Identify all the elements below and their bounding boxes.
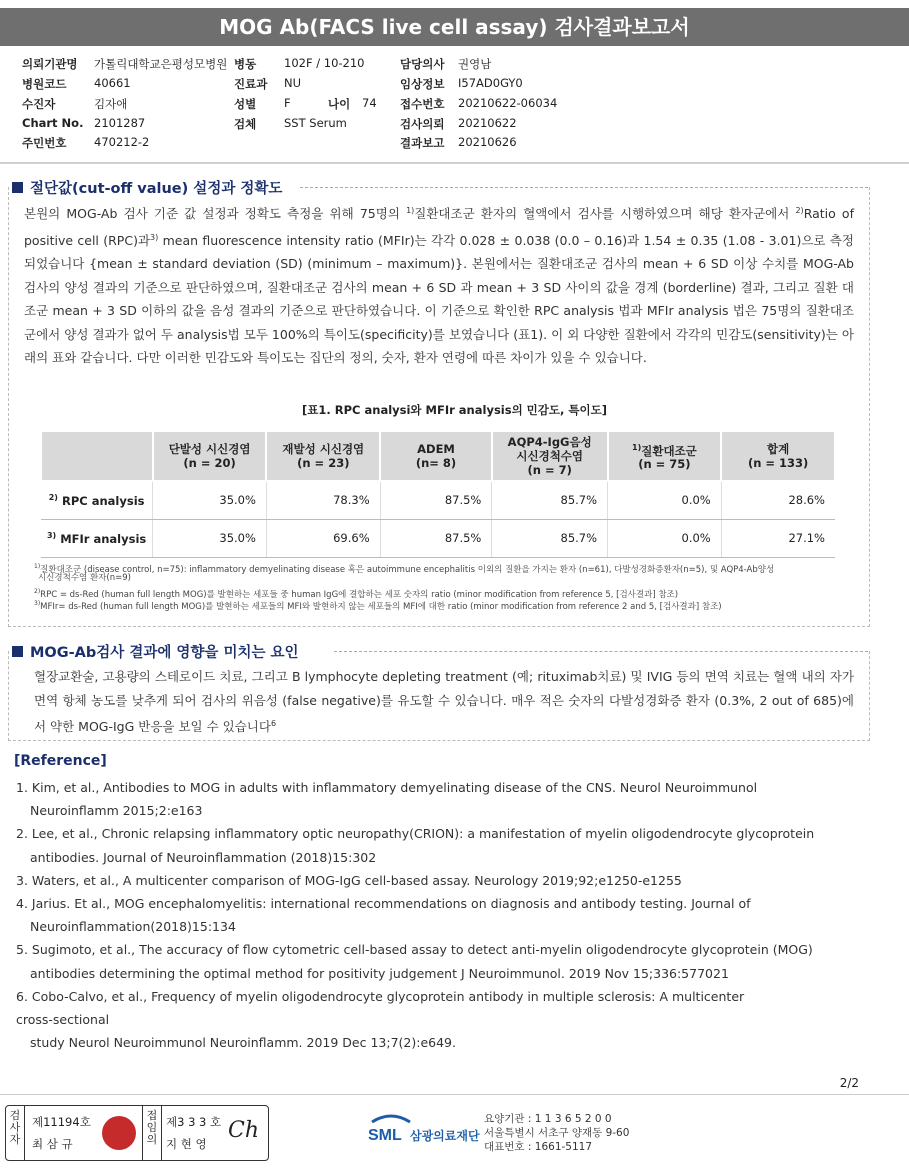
section1-title: 절단값(cut-off value) 설정과 정확도 [30,181,283,197]
table-cell: 69.6% [266,519,380,557]
table-row [41,481,835,519]
ward-value: 102F / 10-210 [284,56,365,70]
col-header: 단발성 시신경염 (n = 20) [153,431,267,481]
sensitivity-table [40,430,836,558]
specimen-label: 검체 [234,117,257,131]
chart-label: Chart No. [22,116,84,130]
page-number: 2/2 [839,1076,859,1090]
reported-value: 20210626 [458,135,517,149]
col-header: 재발성 시신경염 (n = 23) [266,431,380,481]
table-cell: 78.3% [266,481,380,519]
row-label: $^{2)}$ RPC analysis [41,481,153,519]
reference-item: 6. Cobo-Calvo, et al., Frequency of myelin oligodendrocyte glycoprotein antibody in multiple sclerosis: A multicenter cross-sectional study Neurol Neuroimmunol Neuroinflamm. 2019 Dec 13;7(2):e649. [16,988,745,1051]
reference-item: 2. Lee, et al., Chronic relapsing inflammatory optic neuropathy(CRION): a manifestation of myelin oligodendrocyte glycoprotein antibodies. Journal of Neuroinflammation (2018)15:302 [16,826,815,865]
sex-value: F [284,96,291,110]
requested-label: 검사의뢰 [400,117,445,131]
tester-label: 검사자 [9,1109,21,1146]
section1-paragraph: 본원의 MOG-Ab 검사 기준 값 설정과 정확도 측정을 위해 75명의 $^{1)}$질환대조군 환자의 혈액에서 검사를 시행하였으며 해당 환자군에서 $^{2)}$Ratio of positive cell (RPC)과$^{3)}$ mean fluorescence intensity ratio (MFIr)는 각각 0.028 ± 0.038 (0.0 – 0.16)과 1.54 ± 0.35 (1.08 - 3.01)으로 측정되었습니다 {mean ± standard deviation (SD) (minimum – maximum)}. 본원에서는 질환대조군 검사의 mean + 6 SD 이상 수치를 MOG-Ab 검사의 양성 결과의 기준으로 판단하였으며, 질환대조군 검사의 mean + 6 SD 과 mean + 3 SD 사이의 값을 경계 (borderline) 결과, 그리고 질환 대조군 mean + 3 SD 이하의 값을 음성 결과의 기준으로 판단하였습니다. 이 기준으로 확인한 RPC analysis 법과 MFIr analysis 법은 75명의 질환대조군에서 양성 결과가 없어 두 analysis법 모두 100%의 특이도(specificity)를 보였습니다 (표1). 이 외 다양한 질환에서 각각의 민감도(sensitivity)는 아래의 표와 같습니다. 다만 이러한 민감도와 특이도는 집단의 정의, 숫자, 환자 연령에 따른 차이가 있을 수 있습니다. [24,206,854,366]
table-cell: 35.0% [153,519,267,557]
table-row [41,519,835,557]
name-label: 수진자 [22,97,56,111]
table-corner [41,431,153,481]
row-label: $^{3)}$ MFIr analysis [41,519,153,557]
sex-label: 성별 [234,97,257,111]
table-cell: 85.7% [492,519,608,557]
table-cell: 85.7% [492,481,608,519]
section2-paragraph: 혈장교환술, 고용량의 스테로이드 치료, 그리고 B lymphocyte depleting treatment (예; rituximab치료) 및 IVIG 등의 면역 치료는 혈액 내의 자가면역 항체 농도를 낮추게 되어 검사의 위음성 (false negative)를 유도할 수 있습니다. 매우 적은 숫자의 다발성경화증 환자 (0.3%, 2 out of 685)에서 약한 MOG-IgG 반응을 보일 수 있습니다$^6$ [34,669,854,735]
reported-label: 결과보고 [400,136,445,150]
reference-item: 3. Waters, et al., A multicenter comparison of MOG-IgG cell-based assay. Neurology 2019;92;e1250-e1255 [16,872,682,888]
resident-label: 주민번호 [22,136,67,150]
reference-item: 5. Sugimoto, et al., The accuracy of flow cytometric cell-based assay to detect anti-myelin oligodendrocyte glycoprotein (MOG) antibodies determining the optimal method for positivity judgement J Neuroimmunol. 2019 Nov 15;336:577021 [16,942,813,981]
footnote: $^{1)}$질환대조군 (disease control, n=75): inflammatory demyelinating disease 혹은 autoimmune encephalitis 이외의 질환을 가지는 환자 (n=61), 다발성경화증환자(n=5), 및 AQP4-Ab양성 [34,563,775,575]
col-header: AQP4-IgG음성 시신경척수염 (n = 7) [492,431,608,481]
doctor-label: 담당의사 [400,57,445,71]
ward-label: 병동 [234,57,257,71]
hospital-value: 가톨릭대학교은평성모병원 [94,57,228,71]
clinical-value: I57AD0GY0 [458,76,523,90]
table-cell: 28.6% [721,481,835,519]
age-label: 나이 [328,97,351,111]
table-cell: 0.0% [608,519,722,557]
seal-stamp-icon [102,1116,136,1150]
col-header: $^{1)}$질환대조군 (n = 75) [608,431,722,481]
dept-label: 진료과 [234,77,268,91]
reference-list [16,776,896,1054]
signature-box [5,1105,269,1161]
age-value: 74 [362,96,377,110]
name-value: 김자애 [94,97,128,111]
physician-label: 접임의 [146,1109,158,1146]
table-caption: [표1. RPC analysi와 MFIr analysis의 민감도, 특이도] [302,403,607,417]
code-value: 40661 [94,76,131,90]
chart-value: 2101287 [94,116,146,130]
dept-value: NU [284,76,302,90]
table-cell: 35.0% [153,481,267,519]
hospital-label: 의뢰기관명 [22,57,78,71]
footnote: $^{3)}$MFIr= ds-Red (human full length MOG)를 발현하는 세포들의 MFI와 발현하지 않는 세포들의 MFI에 대한 ratio (minor modification from reference 2 and 5, [검사결과] 참조) [34,600,722,612]
sml-logo-icon [366,1112,416,1146]
accession-label: 접수번호 [400,97,445,111]
col-header: 합계 (n = 133) [721,431,835,481]
footer-address: 요양기관 : 1 1 3 6 5 2 0 0 서울특별시 서초구 양재동 9-60 대표번호 : 1661-5117 [484,1113,630,1153]
physician-name: 지 현 영 [166,1137,207,1151]
table-cell: 87.5% [380,481,492,519]
footer-divider [0,1094,909,1095]
tester-license: 제11194호 [32,1115,91,1129]
requested-value: 20210622 [458,116,517,130]
section2-title: MOG-Ab검사 결과에 영향을 미치는 요인 [30,645,299,661]
col-header: ADEM (n= 8) [380,431,492,481]
specimen-value: SST Serum [284,116,347,130]
code-label: 병원코드 [22,77,67,91]
reference-item: 4. Jarius. Et al., MOG encephalomyelitis: international recommendations on diagnosis and antibody testing. Journal of Neuroinflammation(2018)15:134 [16,896,751,935]
header-divider [0,162,909,164]
patient-info [22,56,892,156]
doctor-value: 권영남 [458,57,492,71]
signature-scribble: Ch [228,1118,260,1143]
accession-value: 20210622-06034 [458,96,558,110]
footnote: 시신경척수염 환자(n=9) [38,573,131,583]
table-cell: 0.0% [608,481,722,519]
reference-item: 1. Kim, et al., Antibodies to MOG in adults with inflammatory demyelinating disease of the CNS. Neurol Neuroimmunol Neuroinflamm 2015;2:e163 [16,780,758,819]
tester-name: 최 삼 규 [32,1137,73,1151]
svg-text:SML: SML [368,1127,402,1144]
report-title: MOG Ab(FACS live cell assay) 검사결과보고서 [0,8,909,46]
clinical-label: 임상정보 [400,77,445,91]
table-cell: 27.1% [721,519,835,557]
footnote: $^{2)}$RPC = ds-Red (human full length MOG)를 발현하는 세포들 중 human IgG에 결합하는 세포 숫자의 ratio (minor modification from reference 5, [검사결과] 참조) [34,588,679,600]
physician-license: 제3 3 3 호 [166,1115,222,1129]
table-cell: 87.5% [380,519,492,557]
resident-value: 470212-2 [94,135,150,149]
reference-heading: [Reference] [14,753,107,769]
org-name: 삼광의료재단 [410,1129,480,1143]
